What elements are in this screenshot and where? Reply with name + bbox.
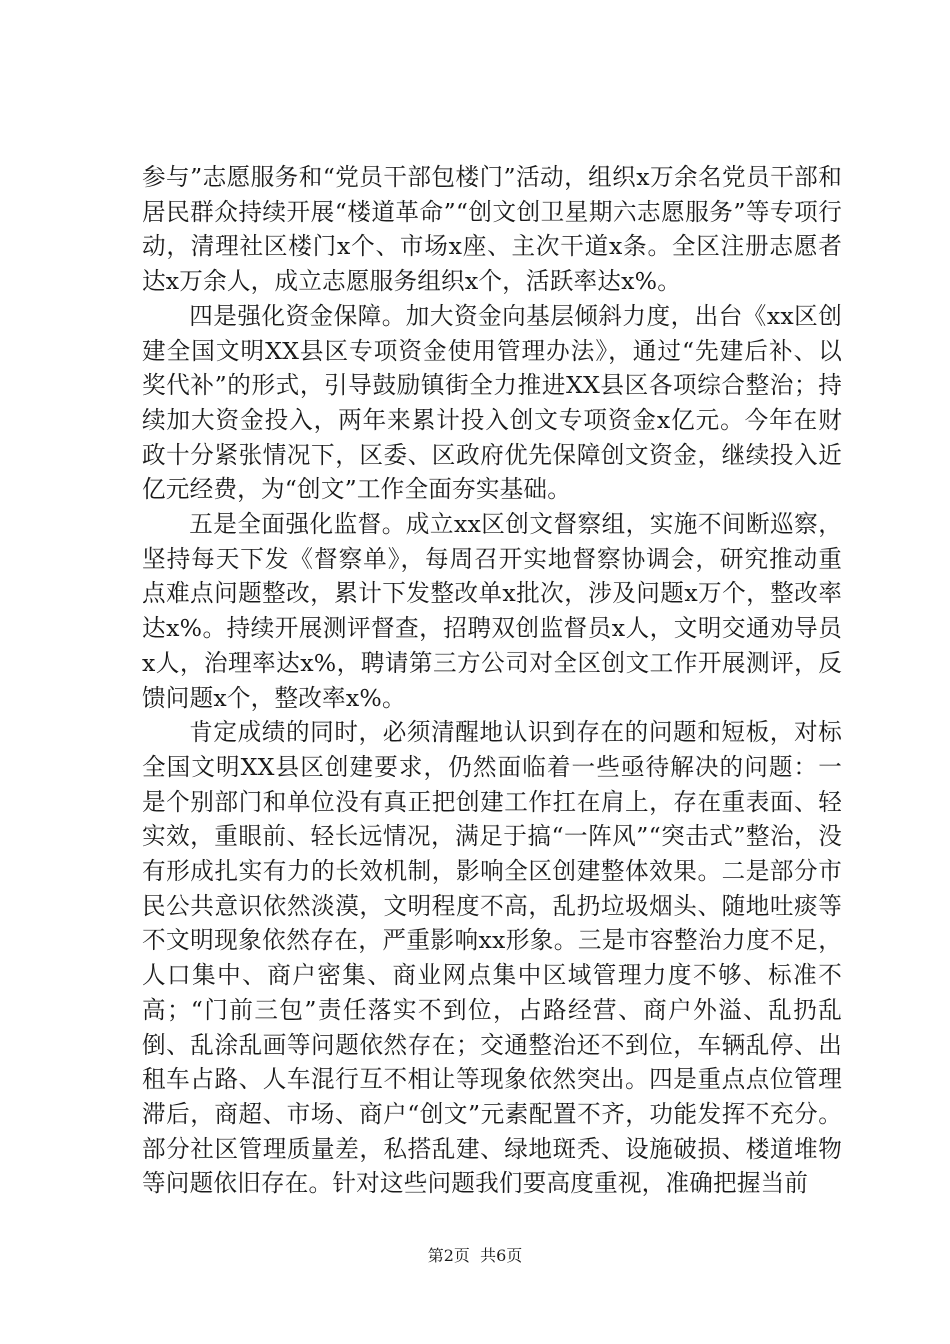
page-total: 共6页 bbox=[480, 1246, 523, 1265]
paragraph-1: 参与”志愿服务和“党员干部包楼门”活动，组织x万余名党员干部和居民群众持续开展“楼道革命”“创文创卫星期六志愿服务”等专项行动，清理社区楼门x个、市场x座、主次干道x条。全区注册志愿者达x万余人，成立志愿服务组织x个，活跃率达x%。 bbox=[142, 163, 842, 296]
paragraph-3: 五是全面强化监督。成立xx区创文督察组，实施不间断巡察，坚持每天下发《督察单》，每周召开实地督察协调会，研究推动重点难点问题整改，累计下发整改单x批次，涉及问题x万个，整改率达x%。持续开展测评督查，招聘双创监督员x人，文明交通劝导员x人，治理率达x%，聘请第三方公司对全区创文工作开展测评，反馈问题x个，整改率x%。 bbox=[142, 510, 842, 712]
page-number: 第2页 bbox=[427, 1246, 470, 1265]
paragraph-4: 肯定成绩的同时，必须清醒地认识到存在的问题和短板，对标全国文明XX县区创建要求，仍然面临着一些亟待解决的问题：一是个别部门和单位没有真正把创建工作扛在肩上，存在重表面、轻实效，重眼前、轻长远情况，满足于搞“一阵风”“突击式”整治，没有形成扎实有力的长效机制，影响全区创建整体效果。二是部分市民公共意识依然淡漠，文明程度不高，乱扔垃圾烟头、随地吐痰等不文明现象依然存在，严重影响xx形象。三是市容整治力度不足，人口集中、商户密集、商业网点集中区域管理力度不够、标准不高；“门前三包”责任落实不到位，占路经营、商户外溢、乱扔乱倒、乱涂乱画等问题依然存在；交通整治还不到位，车辆乱停、出租车占路、人车混行互不相让等现象依然突出。四是重点点位管理滞后，商超、市场、商户“创文”元素配置不齐，功能发挥不充分。部分社区管理质量差，私搭乱建、绿地斑秃、设施破损、楼道堆物等问题依旧存在。针对这些问题我们要高度重视，准确把握当前 bbox=[142, 718, 842, 1198]
page-footer bbox=[0, 1246, 950, 1266]
paragraph-2: 四是强化资金保障。加大资金向基层倾斜力度，出台《xx区创建全国文明XX县区专项资金使用管理办法》，通过“先建后补、以奖代补”的形式，引导鼓励镇街全力推进XX县区各项综合整治；持续加大资金投入，两年来累计投入创文专项资金x亿元。今年在财政十分紧张情况下，区委、区政府优先保障创文资金，继续投入近亿元经费，为“创文”工作全面夯实基础。 bbox=[142, 301, 842, 504]
document-body bbox=[142, 160, 842, 1201]
